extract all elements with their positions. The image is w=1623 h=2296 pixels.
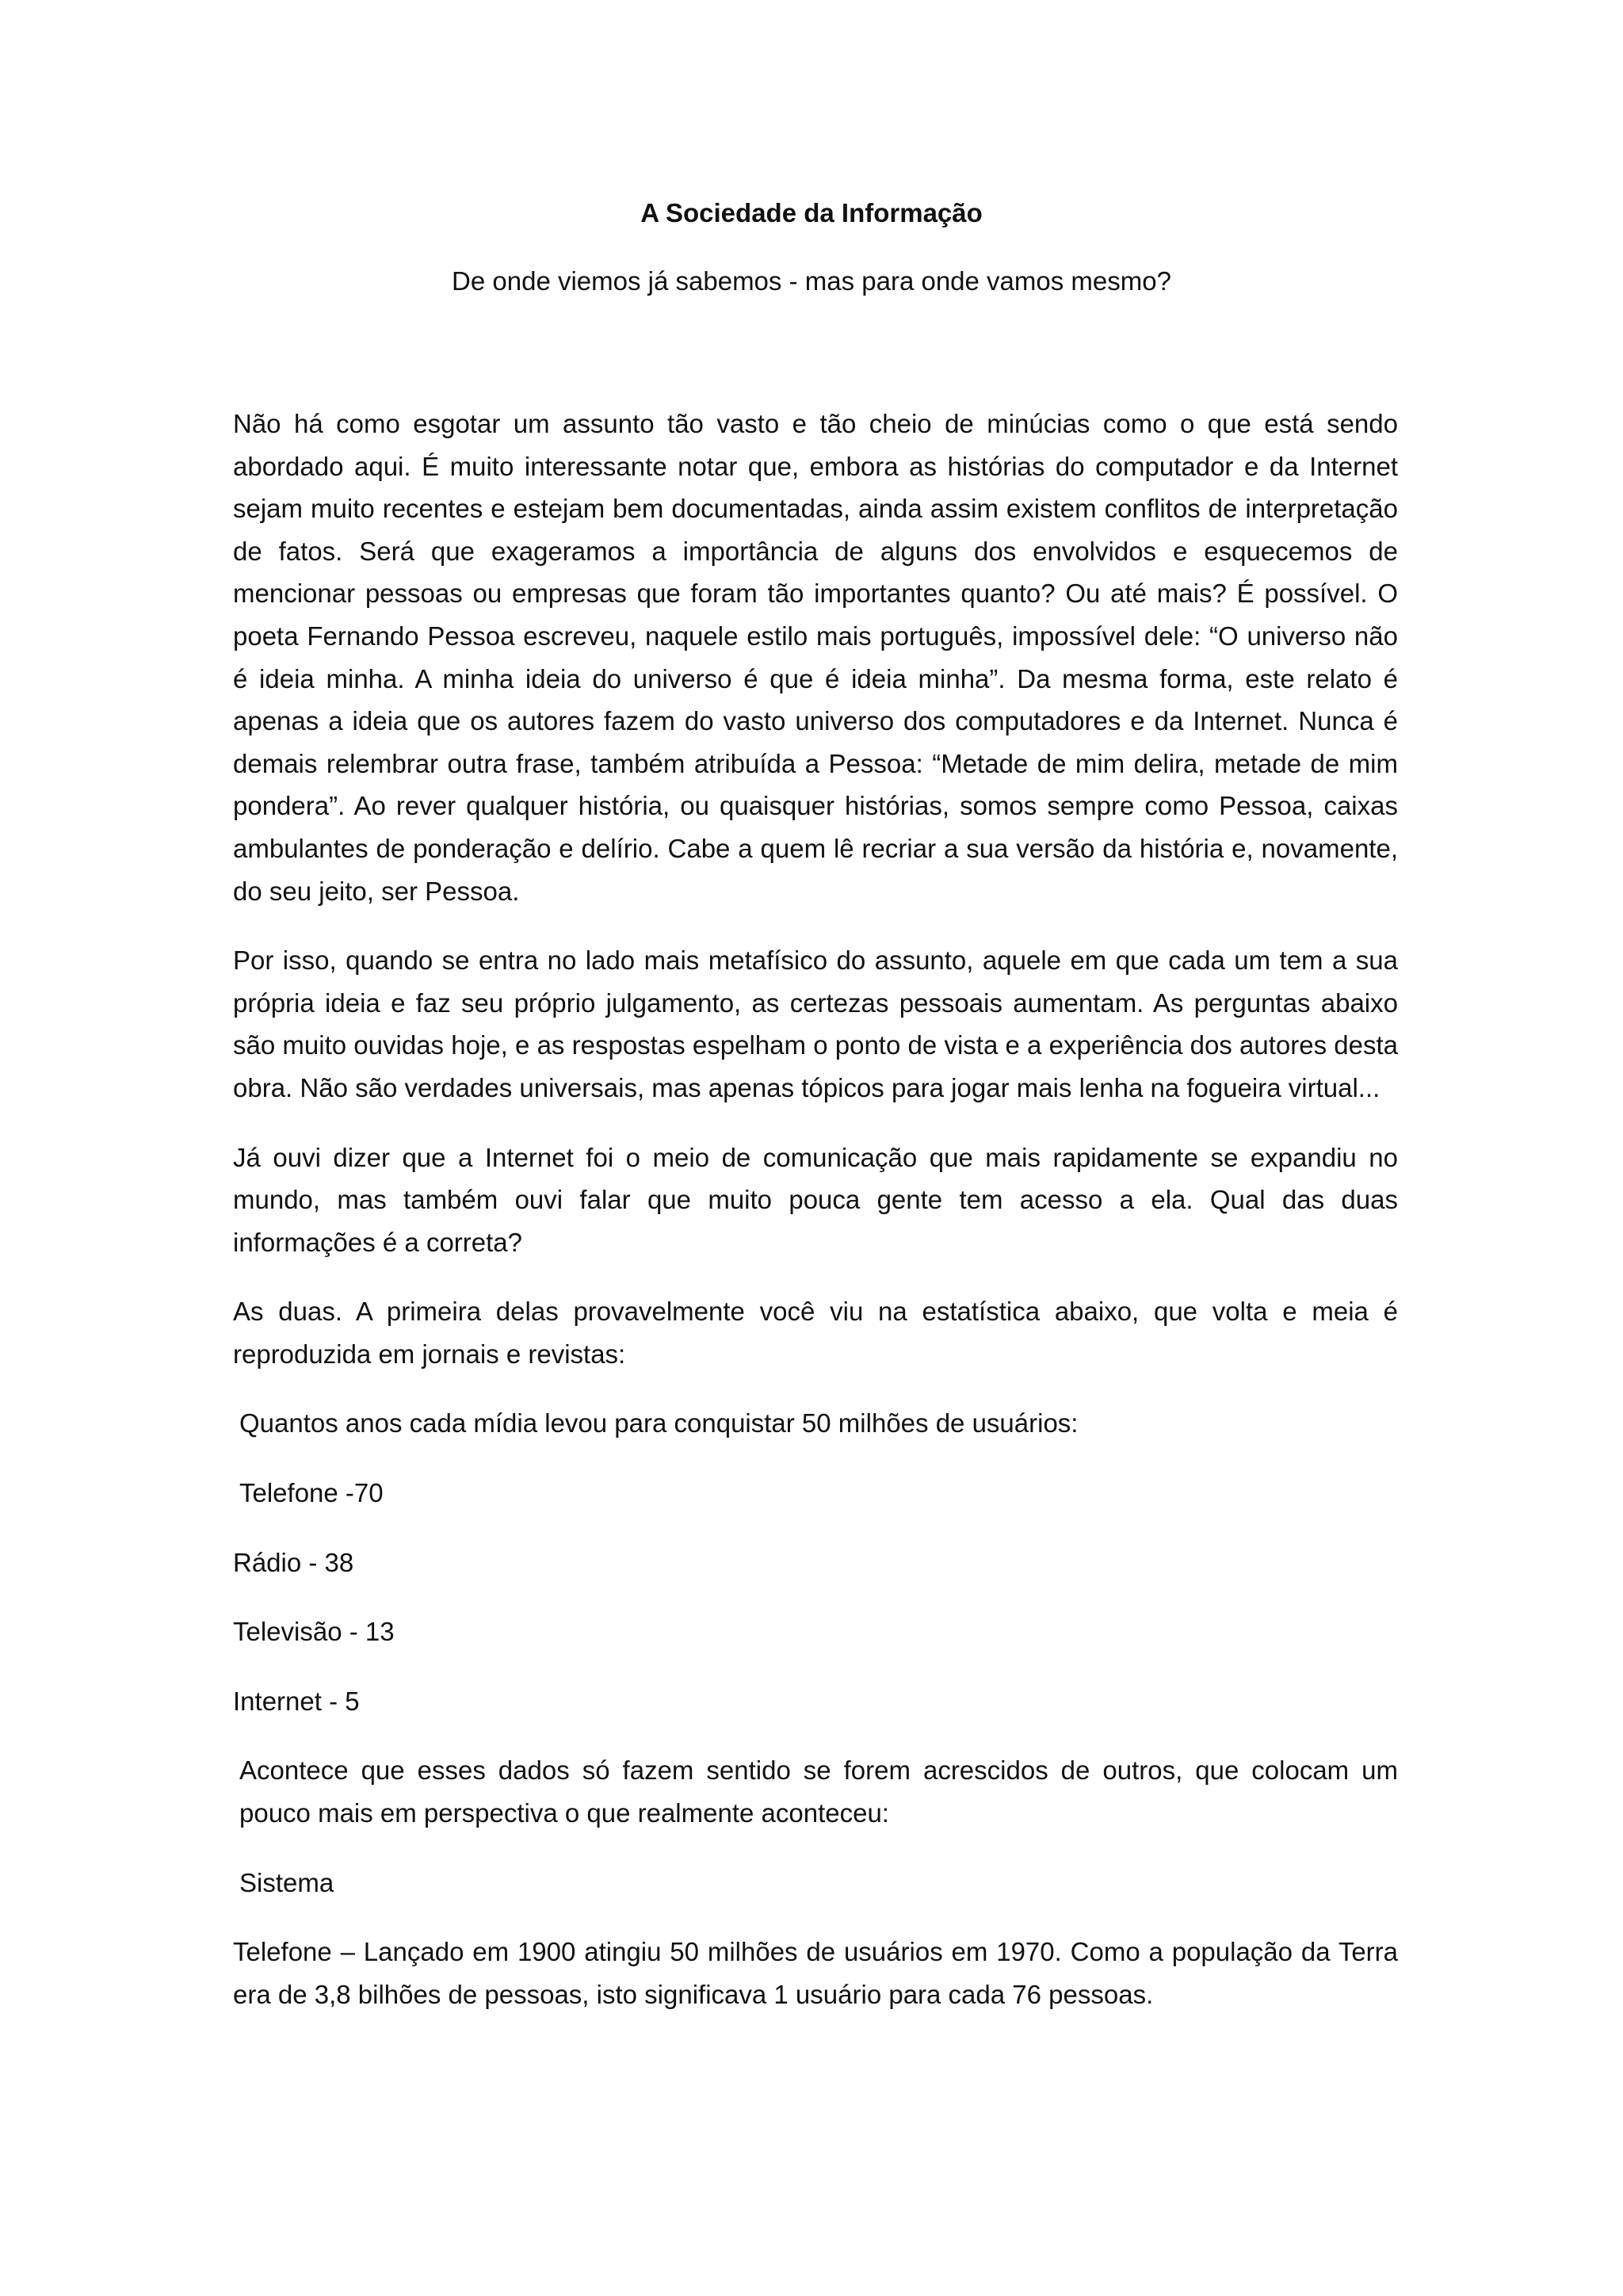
paragraph-question: Já ouvi dizer que a Internet foi o meio de comunicação que mais rapidamente se expandiu no mundo, mas também ouvi falar que muito pouca gente tem acesso a ela. Qual das duas informações é a correta? [233, 1142, 1398, 1257]
stat-item-internet: Internet - 5 [233, 1686, 360, 1716]
document-subtitle: De onde viemos já sabemos - mas para onde vamos mesmo? [452, 266, 1171, 296]
paragraph-answer: As duas. A primeira delas provavelmente você viu na estatística abaixo, que volta e meia é reproduzida em jornais e revistas: [233, 1297, 1398, 1369]
stats-heading: Quantos anos cada mídia levou para conquistar 50 milhões de usuários: [239, 1408, 1079, 1438]
paragraph-telefone: Telefone – Lançado em 1900 atingiu 50 milhões de usuários em 1970. Como a população da Terra era de 3,8 bilhões de pessoas, isto significava 1 usuário para cada 76 pessoas. [233, 1937, 1398, 2009]
stat-item-radio: Rádio - 38 [233, 1547, 354, 1577]
document-title: A Sociedade da Informação [640, 198, 983, 227]
paragraph-intro: Não há como esgotar um assunto tão vasto e tão cheio de minúcias como o que está sendo abordado aqui. É muito interessante notar que, embora as histórias do computador e da Internet sejam muito recentes e estejam bem documentadas, ainda assim existem conflitos de interpretação de fatos. Será que exageramos a importância de alguns dos envolvidos e esquecemos de mencionar pessoas ou empresas que foram tão importantes quanto? Ou até mais? É possível. O poeta Fernando Pessoa escreveu, naquele estilo mais português, impossível dele: “O universo não é ideia minha. A minha ideia do universo é que é ideia minha”. Da mesma forma, este relato é apenas a ideia que os autores fazem do vasto universo dos computadores e da Internet. Nunca é demais relembrar outra frase, também atribuída a Pessoa: “Metade de mim delira, metade de mim pondera”. Ao rever qualquer história, ou quaisquer histórias, somos sempre como Pessoa, caixas ambulantes de ponderação e delírio. Cabe a quem lê recriar a sua versão da história e, novamente, do seu jeito, ser Pessoa. [233, 409, 1398, 906]
stat-item-telefone: Telefone -70 [239, 1478, 384, 1508]
system-label: Sistema [239, 1867, 334, 1897]
paragraph-metaphysics: Por isso, quando se entra no lado mais metafísico do assunto, aquele em que cada um tem a sua própria ideia e faz seu próprio julgamento, as certezas pessoais aumentam. As perguntas abaixo são muito ouvidas hoje, e as respostas espelham o ponto de vista e a experiência dos autores desta obra. Não são verdades universais, mas apenas tópicos para jogar mais lenha na fogueira virtual... [233, 946, 1398, 1102]
document-body [233, 403, 1398, 2042]
stat-item-televisao: Televisão - 13 [233, 1617, 395, 1647]
paragraph-followup: Acontece que esses dados só fazem sentido se forem acrescidos de outros, que colocam um pouco mais em perspectiva o que realmente aconteceu: [239, 1755, 1398, 1828]
